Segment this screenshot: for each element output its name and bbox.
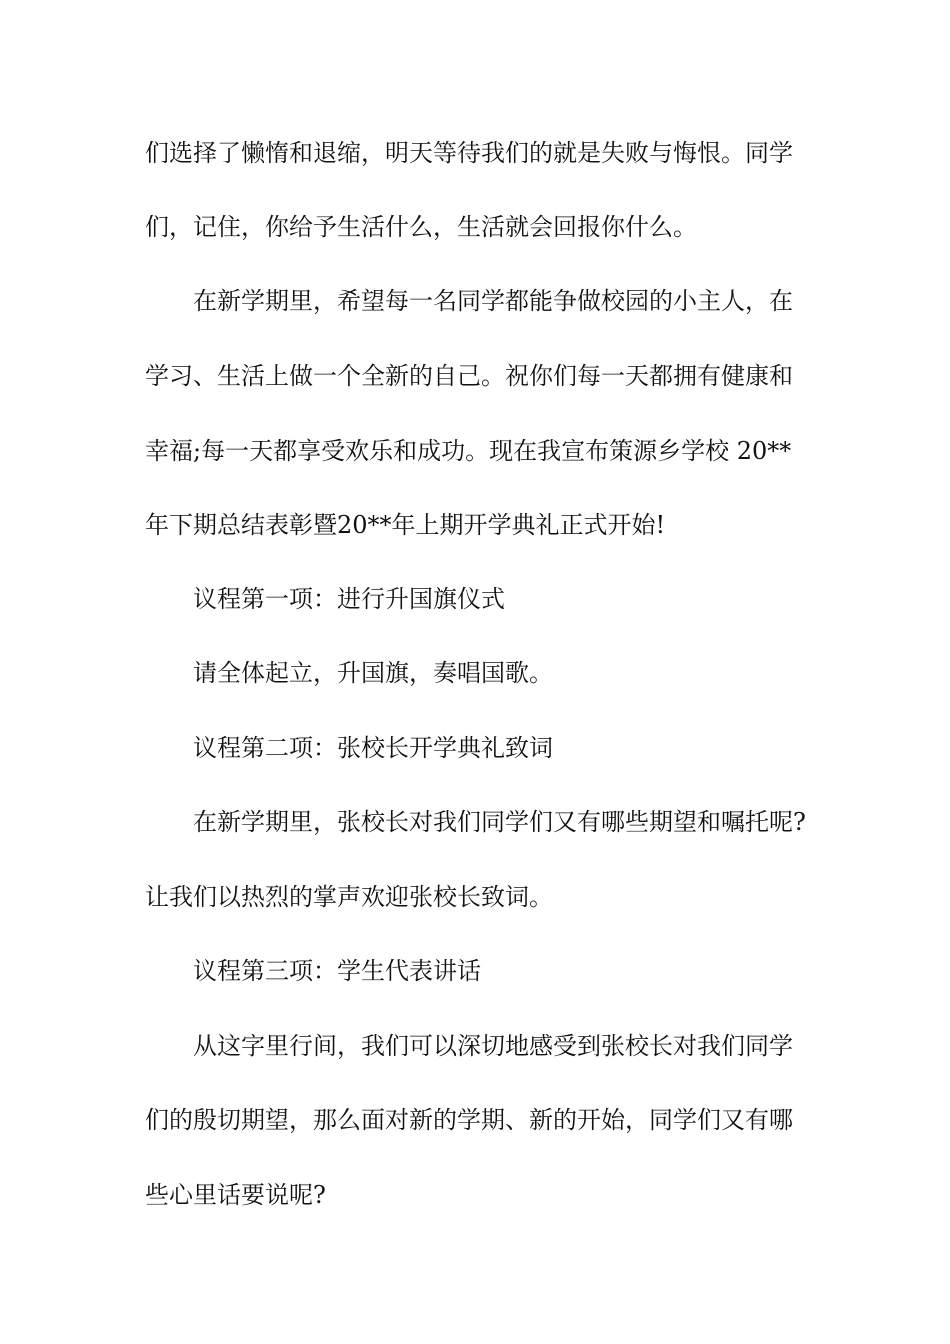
text-line: 让我们以热烈的掌声欢迎张校长致词。 [145,883,553,911]
agenda-item-2-heading: 议程第二项：张校长开学典礼致词 [193,734,553,762]
text-line: 些心里话要说呢? [145,1181,326,1209]
agenda-item-1-heading: 议程第一项：进行升国旗仪式 [193,585,505,613]
paragraph-start-line: 在新学期里，希望每一名同学都能争做校园的小主人，在 [193,287,793,315]
text-line: 学习、生活上做一个全新的自己。祝你们每一天都拥有健康和 [145,362,793,390]
paragraph-start-line: 从这字里行间，我们可以深切地感受到张校长对我们同学 [193,1032,793,1060]
paragraph-start-line: 请全体起立，升国旗，奏唱国歌。 [193,659,553,687]
text-line: 年下期总结表彰暨20**年上期开学典礼正式开始! [145,511,666,539]
text-line: 们，记住，你给予生活什么，生活就会回报你什么。 [145,213,697,241]
paragraph-start-line: 在新学期里，张校长对我们同学们又有哪些期望和嘱托呢? [193,808,806,836]
text-line: 们的殷切期望，那么面对新的学期、新的开始，同学们又有哪 [145,1106,793,1134]
text-line: 幸福;每一天都享受欢乐和成功。现在我宣布策源乡学校 20** [145,437,792,465]
text-line: 们选择了懒惰和退缩，明天等待我们的就是失败与悔恨。同学 [145,139,793,167]
agenda-item-3-heading: 议程第三项：学生代表讲话 [193,957,481,985]
